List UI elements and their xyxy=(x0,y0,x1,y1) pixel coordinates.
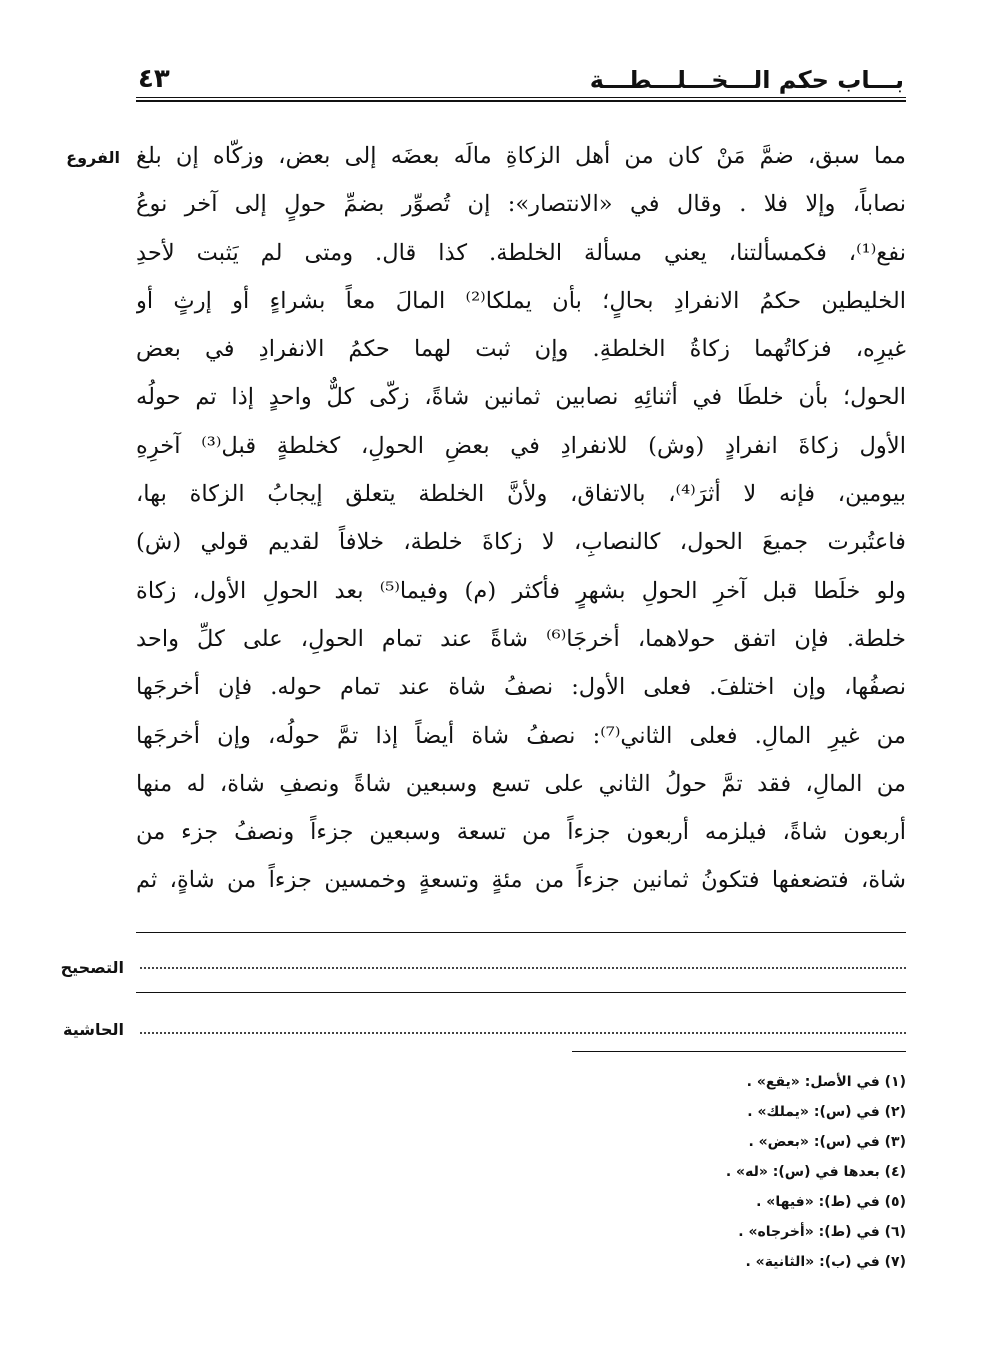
header-rule-thin xyxy=(136,97,906,98)
correction-rule xyxy=(136,992,906,993)
text-line: فاعتُبرت جميعَ الحول، كالنصابِ، لا زكاةَ خلطة، خلافاً لقديم قولي (ش) xyxy=(136,529,906,556)
main-text xyxy=(136,132,906,905)
footnote: (٣) في (س): «بعض» . xyxy=(748,1134,906,1150)
text-line: الحول؛ بأن خلطَا في أثنائِهِ نصابين ثمانين شاةً، زكّى كلٌّ واحدٍ إذا تم حولُه xyxy=(136,384,906,411)
header-rule xyxy=(136,100,906,102)
footnote: (٤) بعدها في (س): «له» . xyxy=(725,1164,906,1180)
text-line: بيومين، فإنه لا أثرَ⁽⁴⁾، بالاتفاق، ولأنَّ الخلطة يتعلق إيجابُ الزكاة بها، xyxy=(136,481,906,508)
body-bottom-rule xyxy=(136,932,906,933)
text-line: ولو خلَطا قبل آخرِ الحولِ بشهرٍ فأكثر (م) وفيما⁽⁵⁾ بعد الحولِ الأول، زكاة xyxy=(136,577,906,604)
text-line: مما سبق، ضمَّ مَنْ كان من أهل الزكاةِ مالَه بعضَه إلى بعض، وزكّاه إن بلغ xyxy=(136,143,906,169)
margin-note-dotted-line xyxy=(140,1032,906,1034)
footnote: (٢) في (س): «يملك» . xyxy=(747,1104,906,1120)
text-line: نصفُها، وإن اختلفَ. فعلى الأول: نصفُ شاة عند تمام حوله. فإن أخرجَها xyxy=(136,674,906,701)
margin-label-margin-note: الحاشية xyxy=(63,1020,124,1039)
text-line: نفع⁽¹⁾، فكمسألتنا، يعني مسألة الخلطة. كذا قال. ومتى لم يَثبت لأحدِ xyxy=(136,239,906,266)
text-line: من المالِ، فقد تمَّ حولُ الثاني على تسع وسبعين شاةً ونصفِ شاة، له منها xyxy=(136,770,906,797)
correction-dotted-line xyxy=(140,967,906,969)
text-line: نصاباً، وإلا فلا . وقال في «الانتصار»: إن تُصوِّر بضمِّ حولٍ إلى آخر نوعُ xyxy=(136,191,906,218)
text-line: الأول زكاةَ انفرادٍ (وش) للانفرادِ في بعضِ الحولِ، كخلطةٍ قبل⁽³⁾ آخرِهِ xyxy=(136,432,906,459)
footnote-separator xyxy=(572,1051,906,1052)
page-number: ٤٣ xyxy=(138,64,170,94)
text-line: غيرِه، فزكاتُهما زكاةُ الخلطةِ. وإن ثبت لهما حكمُ الانفرادِ في بعض xyxy=(136,336,906,363)
footnotes xyxy=(506,1067,906,1277)
text-line: أربعون شاةً، فيلزمه أربعون جزءاً من تسعة وسبعين جزءاً ونصفُ جزء من xyxy=(136,819,906,846)
margin-label-correction: التصحيح xyxy=(60,958,124,977)
text-line: الخليطين حكمُ الانفرادِ بحالٍ؛ بأن يملكا⁽²⁾ المالَ معاً بشراءٍ أو إرثٍ أو xyxy=(136,287,906,314)
text-line: من غيرِ المالِ. فعلى الثاني⁽⁷⁾: نصفُ شاة أيضاً إذا تمَّ حولُه، وإن أخرجَها xyxy=(136,722,906,749)
margin-label-branches: الفروع xyxy=(66,148,120,167)
text-line: خلطة. فإن اتفق حولاهما، أخرجَا⁽⁶⁾ شاةً عند تمام الحولِ، على كلِّ واحد xyxy=(136,625,906,652)
footnote: (٦) في (ط): «أخرجاه» . xyxy=(738,1224,906,1240)
page-header xyxy=(136,58,906,102)
running-title: بـــاب حكم الـــخـــلـــطـــة xyxy=(589,66,904,94)
footnote: (١) في الأصل: «يقع» . xyxy=(746,1074,906,1090)
text-line: شاة، فتضعفها فتكونُ ثمانين جزءاً من مئةٍ وتسعةٍ وخمسين جزءاً من شاةٍ، ثم xyxy=(136,867,906,894)
footnote: (٧) في (ب): «الثانية» . xyxy=(745,1254,906,1270)
footnote: (٥) في (ط): «فيها» . xyxy=(756,1194,906,1210)
